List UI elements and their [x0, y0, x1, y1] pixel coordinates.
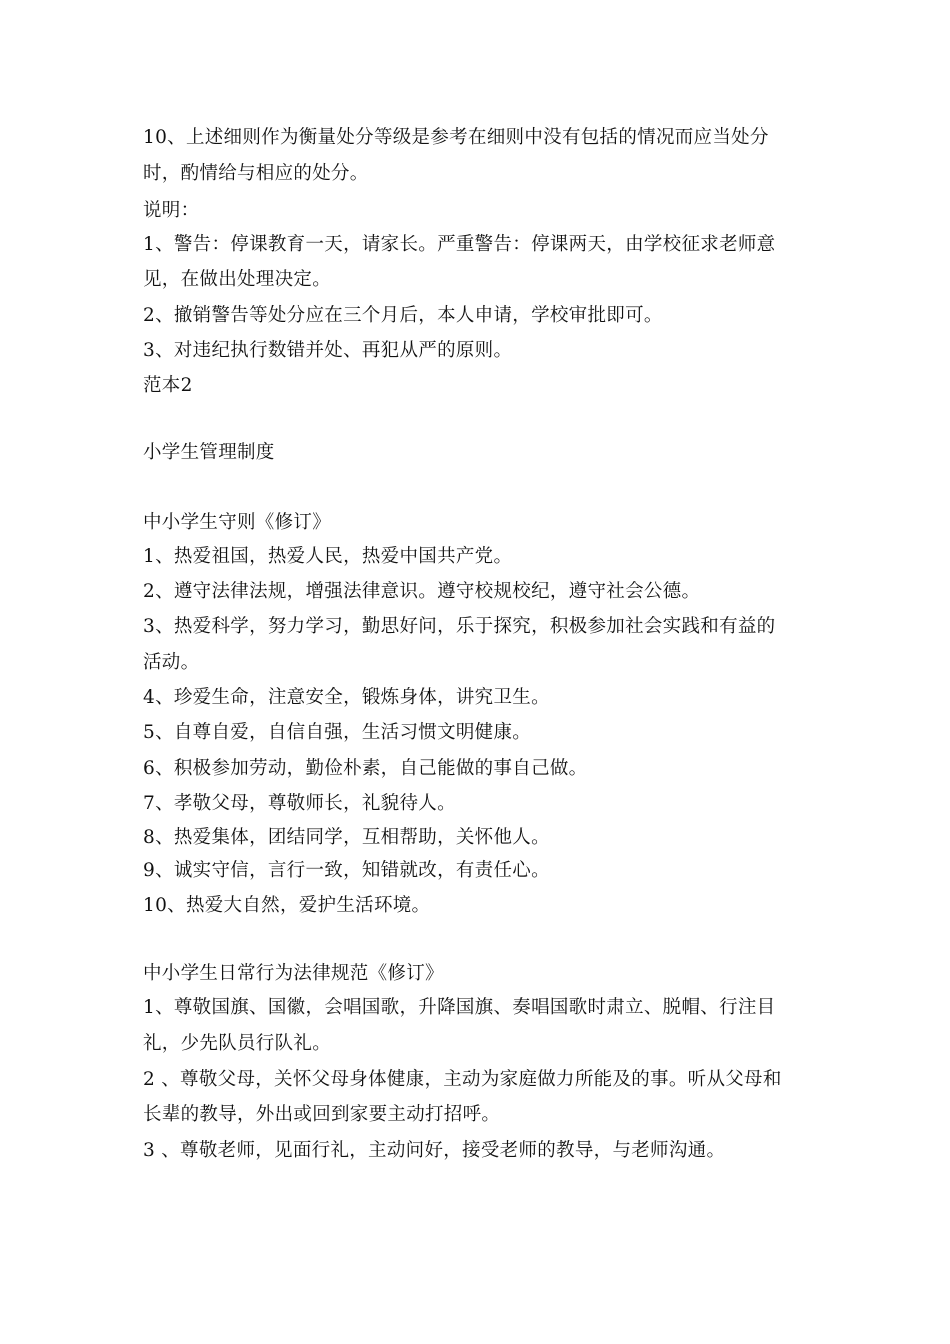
list-item: 10、热爱大自然，爱护生活环境。 — [143, 895, 431, 916]
list-item: 2 、尊敬父母，关怀父母身体健康，主动为家庭做力所能及的事。听从父母和 — [143, 1069, 782, 1090]
text-line: 1、警告：停课教育一天，请家长。严重警告：停课两天，由学校征求老师意 — [143, 234, 776, 255]
list-item: 3 、尊敬老师，见面行礼，主动问好，接受老师的教导，与老师沟通。 — [143, 1140, 726, 1161]
text-line: 3、对违纪执行数错并处、再犯从严的原则。 — [143, 340, 513, 361]
list-item: 2、遵守法律法规，增强法律意识。遵守校规校纪，遵守社会公德。 — [143, 581, 701, 602]
text-line: 见，在做出处理决定。 — [143, 269, 332, 290]
text-line: 说明： — [143, 200, 200, 221]
list-item: 7、孝敬父母，尊敬师长，礼貌待人。 — [143, 793, 456, 814]
list-item: 6、积极参加劳动，勤俭朴素，自己能做的事自己做。 — [143, 758, 588, 779]
list-item: 1、尊敬国旗、国徽，会唱国歌，升降国旗、奏唱国歌时肃立、脱帽、行注目 — [143, 997, 776, 1018]
text-line: 长辈的教导，外出或回到家要主动打招呼。 — [143, 1104, 501, 1125]
list-item: 9、诚实守信，言行一致，知错就改，有责任心。 — [143, 860, 550, 881]
text-line: 10、上述细则作为衡量处分等级是参考在细则中没有包括的情况而应当处分 — [143, 127, 769, 148]
list-item: 5、自尊自爱，自信自强，生活习惯文明健康。 — [143, 722, 532, 743]
text-line: 时，酌情给与相应的处分。 — [143, 163, 369, 184]
subsection-title: 中小学生日常行为法律规范《修订》 — [143, 963, 444, 984]
text-line: 2、撤销警告等处分应在三个月后，本人申请，学校审批即可。 — [143, 305, 663, 326]
text-line: 礼，少先队员行队礼。 — [143, 1033, 332, 1054]
list-item: 3、热爱科学，努力学习，勤思好问，乐于探究，积极参加社会实践和有益的 — [143, 616, 776, 637]
section-heading: 范本2 — [143, 375, 193, 396]
subsection-title: 中小学生守则《修订》 — [143, 512, 332, 533]
list-item: 8、热爱集体，团结同学，互相帮助，关怀他人。 — [143, 827, 550, 848]
list-item: 1、热爱祖国，热爱人民，热爱中国共产党。 — [143, 546, 513, 567]
text-line: 活动。 — [143, 652, 200, 673]
list-item: 4、珍爱生命，注意安全，锻炼身体，讲究卫生。 — [143, 687, 550, 708]
section-title: 小学生管理制度 — [143, 442, 275, 463]
